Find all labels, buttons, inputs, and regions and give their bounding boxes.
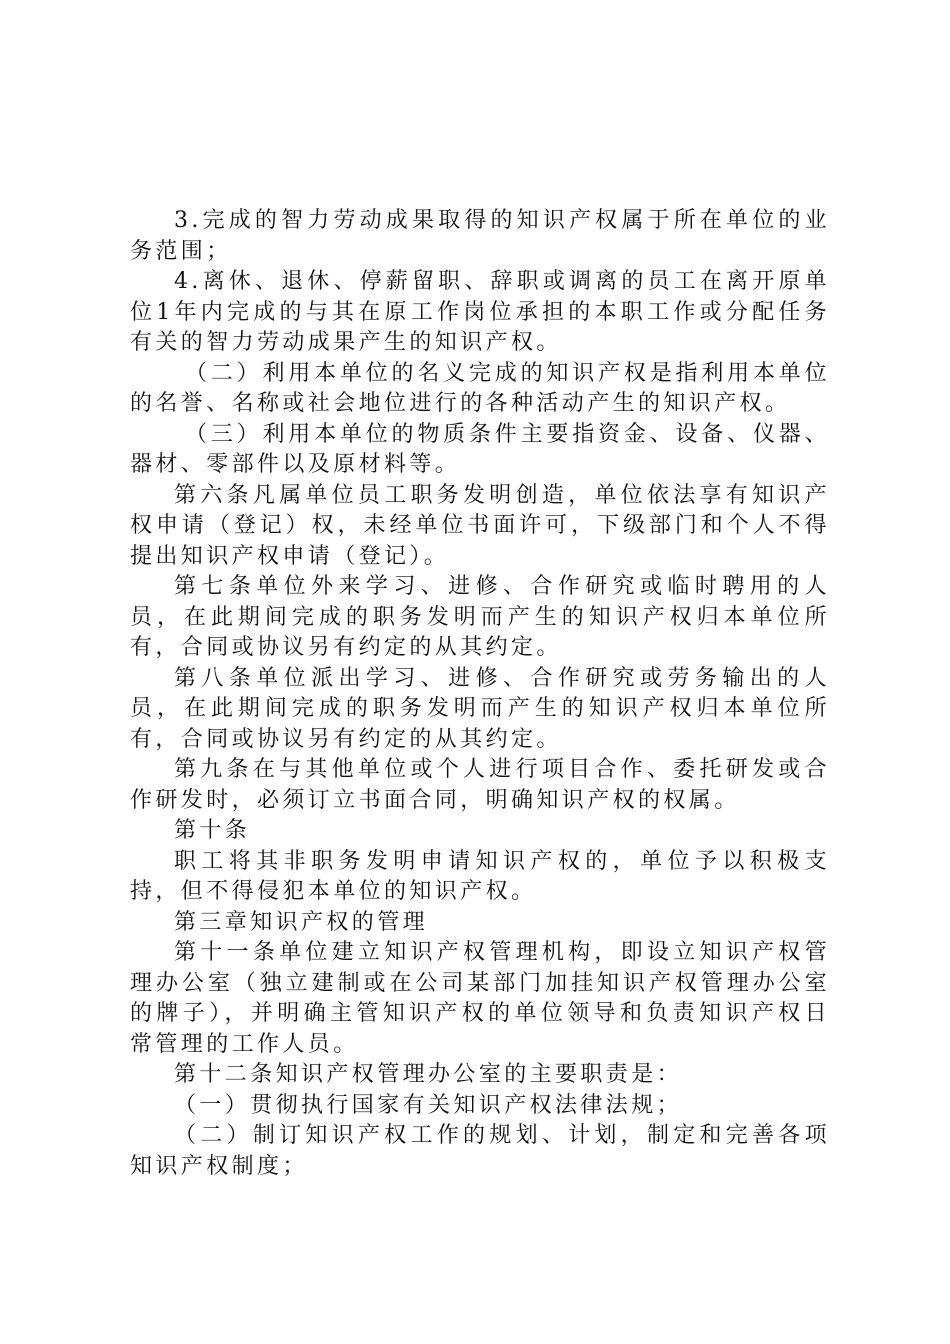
paragraph-article-7: 第七条单位外来学习、进修、合作研究或临时聘用的人员，在此期间完成的职务发明而产生的知识产权归本单位所有，合同或协议另有约定的从其约定。 xyxy=(130,574,830,660)
paragraph-duty-2: （二）制订知识产权工作的规划、计划，制定和完善各项知识产权制度； xyxy=(130,1123,830,1179)
paragraph-article-10-heading: 第十条 xyxy=(174,818,251,843)
paragraph-article-11: 第十一条单位建立知识产权管理机构，即设立知识产权管理办公室（独立建制或在公司某部门加挂知识产权管理办公室的牌子），并明确主管知识产权的单位领导和负责知识产权日常管理的工作人员。 xyxy=(130,940,830,1057)
paragraph-article-10-body: 职工将其非职务发明申请知识产权的，单位予以积极支持，但不得侵犯本单位的知识产权。 xyxy=(130,848,830,904)
paragraph-article-9: 第九条在与其他单位或个人进行项目合作、委托研发或合作研发时，必须订立书面合同，明确知识产权的权属。 xyxy=(130,757,830,813)
paragraph-article-8: 第八条单位派出学习、进修、合作研究或劳务输出的人员，在此期间完成的职务发明而产生的知识产权归本单位所有，合同或协议另有约定的从其约定。 xyxy=(130,665,830,752)
paragraph-item-3: 3.完成的智力劳动成果取得的知识产权属于所在单位的业务范围； xyxy=(130,208,830,264)
paragraph-article-6: 第六条凡属单位员工职务发明创造，单位依法享有知识产权申请（登记）权，未经单位书面许可，下级部门和个人不得提出知识产权申请（登记）。 xyxy=(130,482,830,569)
document-body xyxy=(130,206,830,1182)
paragraph-item-4: 4.离休、退休、停薪留职、辞职或调离的员工在离开原单位1年内完成的与其在原工作岗位承担的本职工作或分配任务有关的智力劳动成果产生的知识产权。 xyxy=(130,269,830,355)
chapter-3-heading: 第三章知识产权的管理 xyxy=(174,909,429,935)
paragraph-duty-1: （一）贯彻执行国家有关知识产权法律法规； xyxy=(174,1092,683,1118)
paragraph-article-12: 第十二条知识产权管理办公室的主要职责是： xyxy=(174,1062,683,1087)
paragraph-clause-2: （二）利用本单位的名义完成的知识产权是指利用本单位的名誉、名称或社会地位进行的各种活动产生的知识产权。 xyxy=(130,360,830,416)
paragraph-clause-3: （三）利用本单位的物质条件主要指资金、设备、仪器、器材、零部件以及原材料等。 xyxy=(130,421,830,477)
